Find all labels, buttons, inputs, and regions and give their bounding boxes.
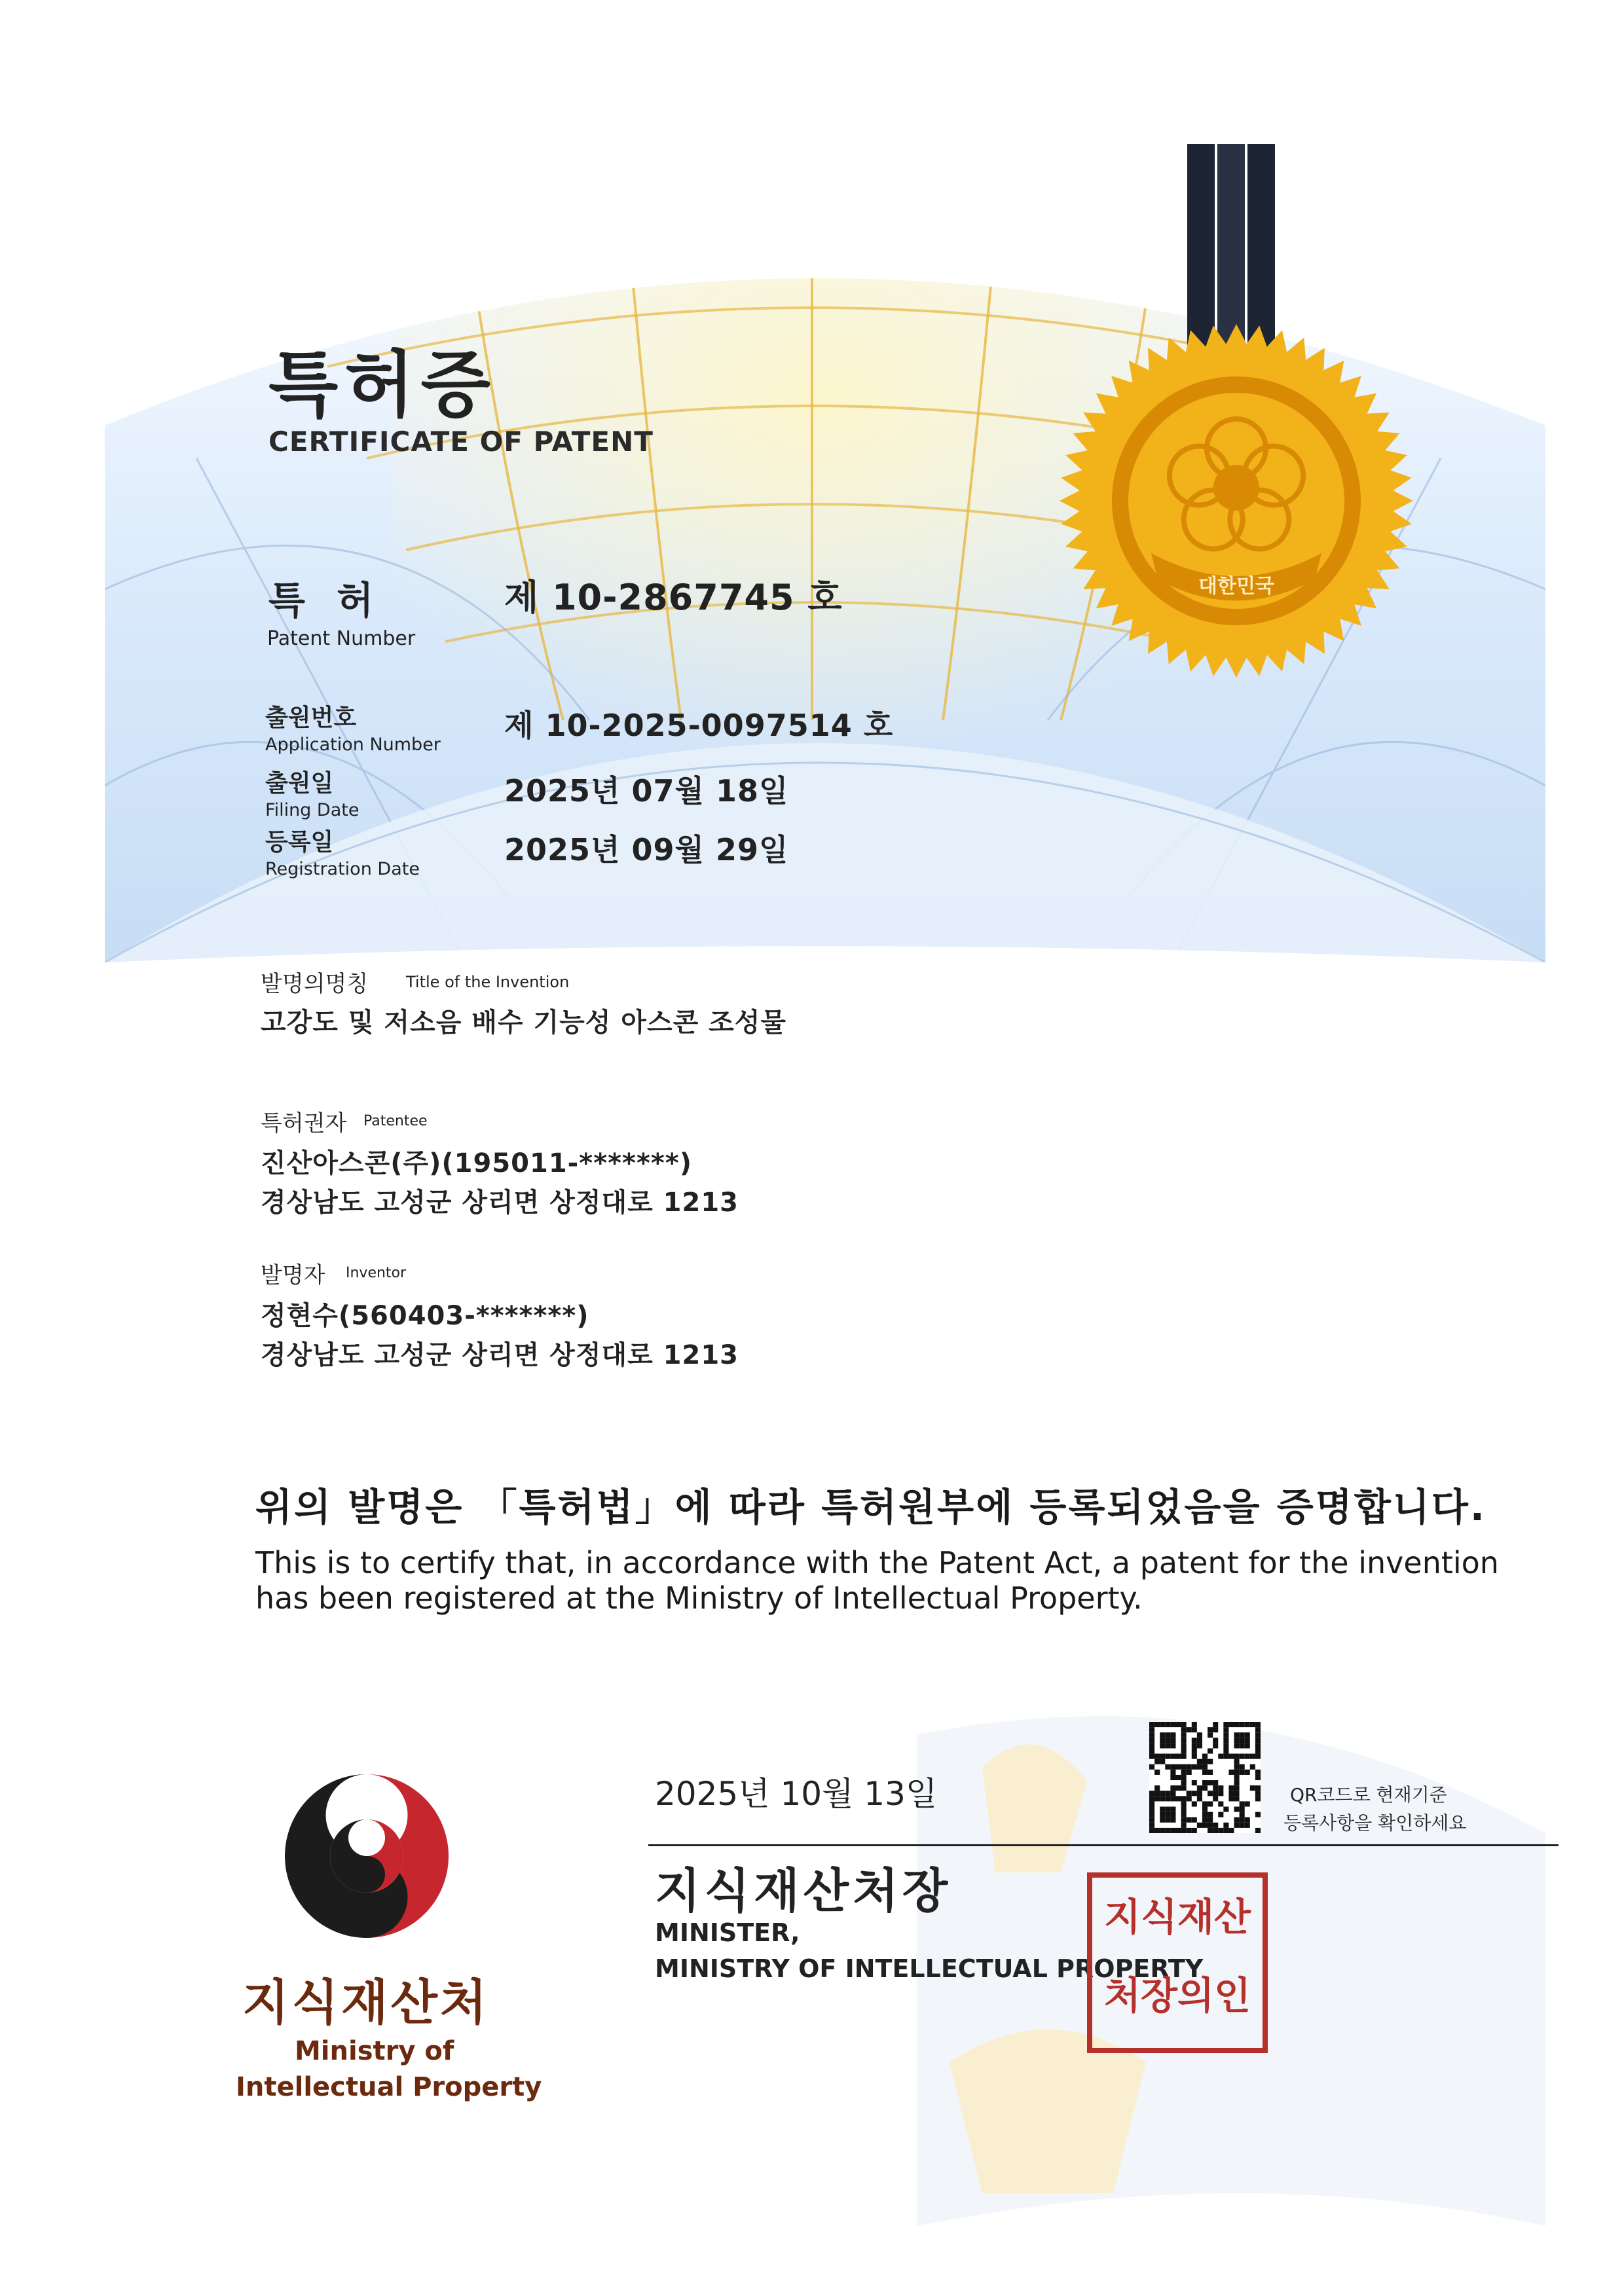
inventor-address: 경상남도 고성군 상리면 상정대로 1213 [261, 1340, 739, 1370]
seal-line1: 지식재산 [1103, 1895, 1251, 1939]
qr-code-icon [1149, 1722, 1261, 1833]
seal-line2: 처장의인 [1103, 1973, 1251, 2018]
patentee-address: 경상남도 고성군 상리면 상정대로 1213 [261, 1188, 739, 1218]
filing-date-label: 출원일 [265, 770, 334, 797]
issue-date: 2025년 10월 13일 [655, 1775, 938, 1813]
invention-title-label: 발명의명칭 [261, 971, 369, 997]
inventor-label: 발명자 [261, 1262, 325, 1288]
application-number-label: 출원번호 [265, 704, 357, 731]
invention-title: 고강도 및 저소음 배수 기능성 아스콘 조성물 [261, 1008, 787, 1038]
inventor-name: 정현수(560403-*******) [261, 1301, 589, 1331]
certificate-title-english: CERTIFICATE OF PATENT [268, 426, 654, 458]
taegeuk-emblem-icon [278, 1768, 455, 1944]
application-number-value: 제 10-2025-0097514 호 [504, 708, 894, 743]
ministry-name-english-line2: Intellectual Property [236, 2072, 542, 2102]
signature-divider [648, 1844, 1559, 1846]
patent-number-label-english: Patent Number [267, 627, 416, 650]
minister-title-english-line2: MINISTRY OF INTELLECTUAL PROPERTY [655, 1954, 1204, 1983]
registration-date-label: 등록일 [265, 829, 334, 856]
qr-note-line1: QR코드로 현재기준 [1290, 1784, 1447, 1806]
seal-text: 대한민국 [1198, 575, 1274, 598]
registration-date-value: 2025년 09월 29일 [504, 832, 789, 867]
certificate-title: 특허증 [268, 343, 497, 427]
patentee-label: 특허권자 [261, 1110, 347, 1137]
filing-date-label-english: Filing Date [265, 800, 360, 820]
registration-date-label-english: Registration Date [265, 859, 420, 879]
patentee-label-english: Patentee [363, 1113, 428, 1129]
qr-note-line2: 등록사항을 확인하세요 [1283, 1812, 1467, 1834]
filing-date-value: 2025년 07월 18일 [504, 773, 789, 809]
certification-statement: 위의 발명은 「특허법」에 따라 특허원부에 등록되었음을 증명합니다. [255, 1485, 1486, 1529]
certification-statement-english: This is to certify that, in accordance with the Patent Act, a patent for the invention has been registered at the Ministry of Intellectual Property. [255, 1545, 1499, 1616]
ministry-name: 지식재산처 [242, 1975, 490, 2031]
patent-number-value: 제 10-2867745 호 [504, 577, 843, 618]
patent-number-label: 특 허 [268, 578, 383, 623]
invention-title-label-english: Title of the Invention [406, 973, 570, 991]
minister-title: 지식재산처장 [655, 1863, 952, 1918]
application-number-label-english: Application Number [265, 735, 441, 755]
official-red-seal [1087, 1872, 1268, 2053]
gold-seal-icon [1060, 324, 1413, 678]
ministry-name-english-line1: Ministry of [295, 2036, 454, 2066]
patentee-name: 진산아스콘(주)(195011-*******) [261, 1148, 692, 1178]
minister-title-english-line1: MINISTER, [655, 1918, 800, 1947]
inventor-label-english: Inventor [346, 1265, 407, 1281]
